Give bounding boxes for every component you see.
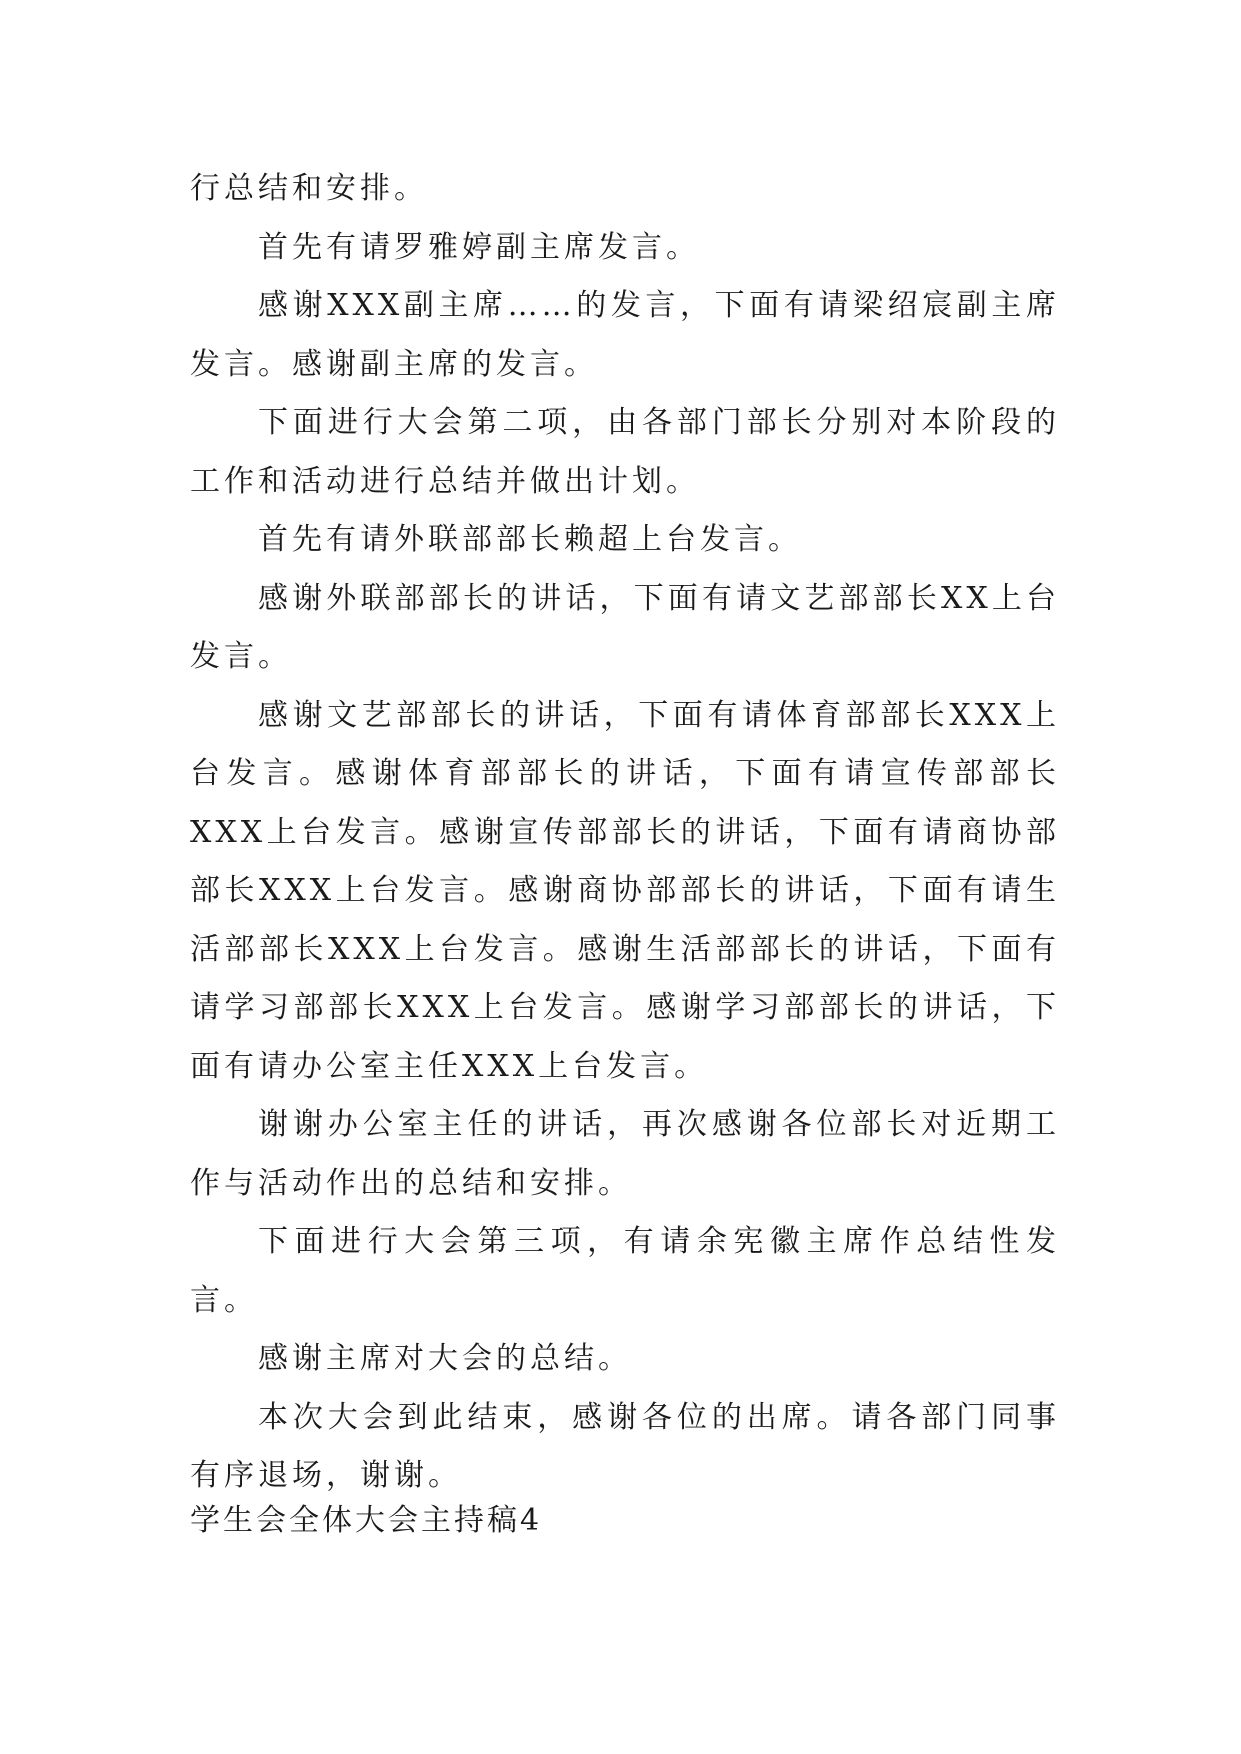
- paragraph: 感谢XXX副主席……的发言，下面有请梁绍宸副主席发言。感谢副主席的发言。: [190, 288, 1060, 382]
- paragraph: 下面进行大会第三项，有请余宪徽主席作总结性发言。: [190, 1224, 1060, 1318]
- paragraph: 感谢文艺部部长的讲话，下面有请体育部部长XXX上台发言。感谢体育部部长的讲话，下面有请宣传部部长XXX上台发言。感谢宣传部部长的讲话，下面有请商协部部长XXX上台发言。感谢商协部部长的讲话，下面有请生活部部长XXX上台发言。感谢生活部部长的讲话，下面有请学习部部长XXX上台发言。感谢学习部部长的讲话，下面有请办公室主任XXX上台发言。: [190, 697, 1060, 1084]
- document-body: [190, 160, 1060, 1506]
- paragraph: 感谢外联部部长的讲话，下面有请文艺部部长XX上台发言。: [190, 580, 1060, 674]
- paragraph: 首先有请外联部部长赖超上台发言。: [258, 522, 802, 557]
- paragraph: 本次大会到此结束，感谢各位的出席。请各部门同事有序退场，谢谢。: [190, 1399, 1060, 1493]
- paragraph: 下面进行大会第二项，由各部门部长分别对本阶段的工作和活动进行总结并做出计划。: [190, 405, 1060, 499]
- paragraph: 感谢主席对大会的总结。: [258, 1341, 632, 1376]
- section-heading: 学生会全体大会主持稿4: [190, 1503, 543, 1538]
- paragraph: 首先有请罗雅婷副主席发言。: [258, 229, 700, 265]
- paragraph-continuation: 行总结和安排。: [190, 171, 428, 206]
- paragraph: 谢谢办公室主任的讲话，再次感谢各位部长对近期工作与活动作出的总结和安排。: [190, 1107, 1060, 1201]
